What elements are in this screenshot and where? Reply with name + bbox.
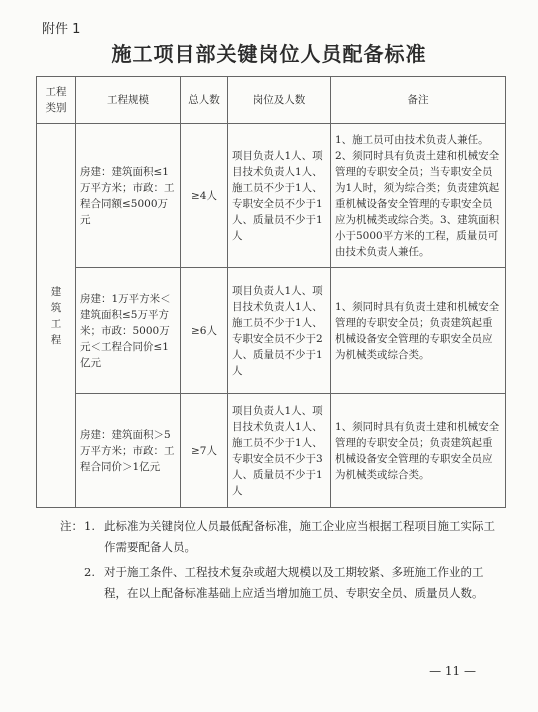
table-row [37,268,506,394]
positions-cell: 项目负责人1人、项目技术负责人1人、施工员不少于1人、专职安全员不少于2人、质量员不少于1人 [228,268,331,394]
page-number: — 11 — [429,664,476,678]
header-positions: 岗位及人数 [228,77,331,124]
footnote-text: 此标准为关键岗位人员最低配备标准，施工企业应当根据工程项目施工实际工作需要配备人员。 [104,519,495,554]
footnotes [60,516,500,604]
positions-cell: 项目负责人1人、项目技术负责人1人、施工员不少于1人、专职安全员不少于1人、质量员不少于1人 [228,124,331,268]
total-cell: ≥4人 [181,124,228,268]
total-cell: ≥7人 [181,394,228,508]
table-header-row [37,77,506,124]
header-category: 工程类别 [37,77,76,124]
footnote-number: 1. [84,519,95,533]
header-total: 总人数 [181,77,228,124]
scale-cell: 房建：建筑面积＞5万平方米；市政：工程合同价＞1亿元 [76,394,181,508]
note-cell: 1、须同时具有负责土建和机械安全管理的专职安全员；负责建筑起重机械设备安全管理的专职安全员应为机械类或综合类。 [331,394,506,508]
category-label: 建筑工程 [50,285,62,346]
footnote-number: 2. [84,565,95,579]
table-row [37,394,506,508]
footnote-label: 注： [60,519,83,533]
total-cell: ≥6人 [181,268,228,394]
note-cell: 1、施工员可由技术负责人兼任。2、须同时具有负责土建和机械安全管理的专职安全员；当专职安全员为1人时，须为综合类；负责建筑起重机械设备安全管理的专职安全员应为机械类或综合类。3、建筑面积小于5000平方米的工程，质量员可由技术负责人兼任。 [331,124,506,268]
category-cell [37,124,76,508]
staffing-table [36,76,506,508]
note-cell: 1、须同时具有负责土建和机械安全管理的专职安全员；负责建筑起重机械设备安全管理的专职安全员应为机械类或综合类。 [331,268,506,394]
footnote-item [60,516,500,558]
header-notes: 备注 [331,77,506,124]
footnote-text: 对于施工条件、工程技术复杂或超大规模以及工期较紧、多班施工作业的工程，在以上配备标准基础上应适当增加施工员、专职安全员、质量员人数。 [104,565,484,600]
footnote-item [60,562,500,604]
page-title: 施工项目部关键岗位人员配备标准 [111,42,427,66]
scale-cell: 房建：建筑面积≤1万平方米；市政：工程合同额≤5000万元 [76,124,181,268]
positions-cell: 项目负责人1人、项目技术负责人1人、施工员不少于1人、专职安全员不少于3人、质量员不少于1人 [228,394,331,508]
header-scale: 工程规模 [76,77,181,124]
attachment-label: 附件 1 [42,22,81,37]
scale-cell: 房建：1万平方米＜建筑面积≤5万平方米；市政：5000万元＜工程合同价≤1亿元 [76,268,181,394]
table-row [37,124,506,268]
